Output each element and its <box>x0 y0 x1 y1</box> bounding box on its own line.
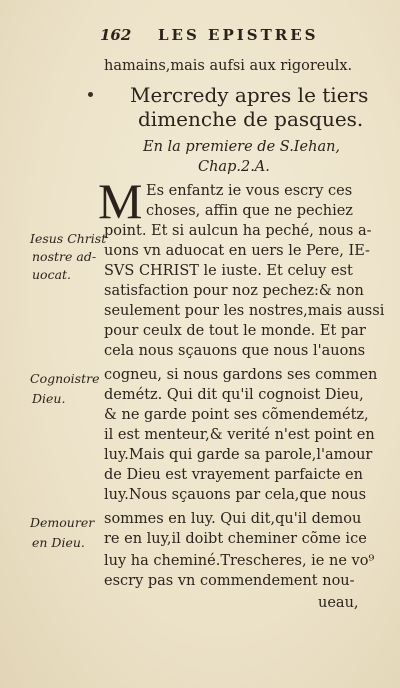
text-line: pour ceulx de tout le monde. Et par <box>104 323 366 339</box>
margin-note: nostre ad- <box>32 249 97 264</box>
text-line: uons vn aduocat en uers le Pere, IE- <box>104 243 370 259</box>
text-line: hamains,mais aufsi aux rigoreulx. <box>104 58 353 74</box>
text-line: cela nous sçauons que nous l'auons <box>104 343 366 359</box>
text-line: satisfaction pour noz pechez:& non <box>104 283 364 299</box>
text-line: ueau, <box>318 595 359 611</box>
text-line: seulement pour les nostres,mais aussi <box>104 303 385 319</box>
text-line: il est menteur,& verité n'est point en <box>104 427 375 443</box>
text-line: SVS CHRIST le iuste. Et celuy est <box>104 263 353 279</box>
text-line: re en luy,il doibt cheminer cõme ice <box>104 531 367 547</box>
section-title-line2: dimenche de pasques. <box>138 107 364 131</box>
text-line: de Dieu est vrayement parfaicte en <box>104 467 363 483</box>
page-number: 162 <box>100 26 132 44</box>
text-line: Es enfantz ie vous escry ces <box>146 183 353 199</box>
margin-note: Dieu. <box>32 391 66 406</box>
text-line: luy.Nous sçauons par cela,que nous <box>104 487 367 503</box>
section-title-line1: Mercredy apres le tiers <box>130 83 369 107</box>
text-line: point. Et si aulcun ha peché, nous a- <box>104 223 372 239</box>
reading-chapter: Chap.2.A. <box>198 159 270 175</box>
text-line: & ne garde point ses cõmendemétz, <box>104 407 369 423</box>
text-line: escry pas vn commendement nou- <box>104 573 355 589</box>
margin-note: en Dieu. <box>32 535 85 550</box>
margin-note: Demourer <box>30 515 95 530</box>
text-line: luy.Mais qui garde sa parole,l'amour <box>104 447 373 463</box>
text-line: sommes en luy. Qui dit,qu'il demou <box>104 511 362 527</box>
margin-note: Cognoistre <box>30 371 100 386</box>
ornament-bullet <box>88 92 93 97</box>
drop-cap: M <box>98 173 143 229</box>
reading-source: En la premiere de S.Iehan, <box>143 139 341 155</box>
page-header <box>100 26 370 46</box>
text-line: luy ha cheminé.Trescheres, ie ne vo⁹ <box>104 553 375 569</box>
margin-note: uocat. <box>32 267 72 282</box>
text-line: choses, affin que ne pechiez <box>146 203 353 219</box>
text-line: cogneu, si nous gardons ses commen <box>104 367 378 383</box>
text-line: demétz. Qui dit qu'il cognoist Dieu, <box>104 387 364 403</box>
margin-note: Iesus Christ <box>30 231 107 246</box>
running-title: LES EPISTRES <box>158 26 319 44</box>
